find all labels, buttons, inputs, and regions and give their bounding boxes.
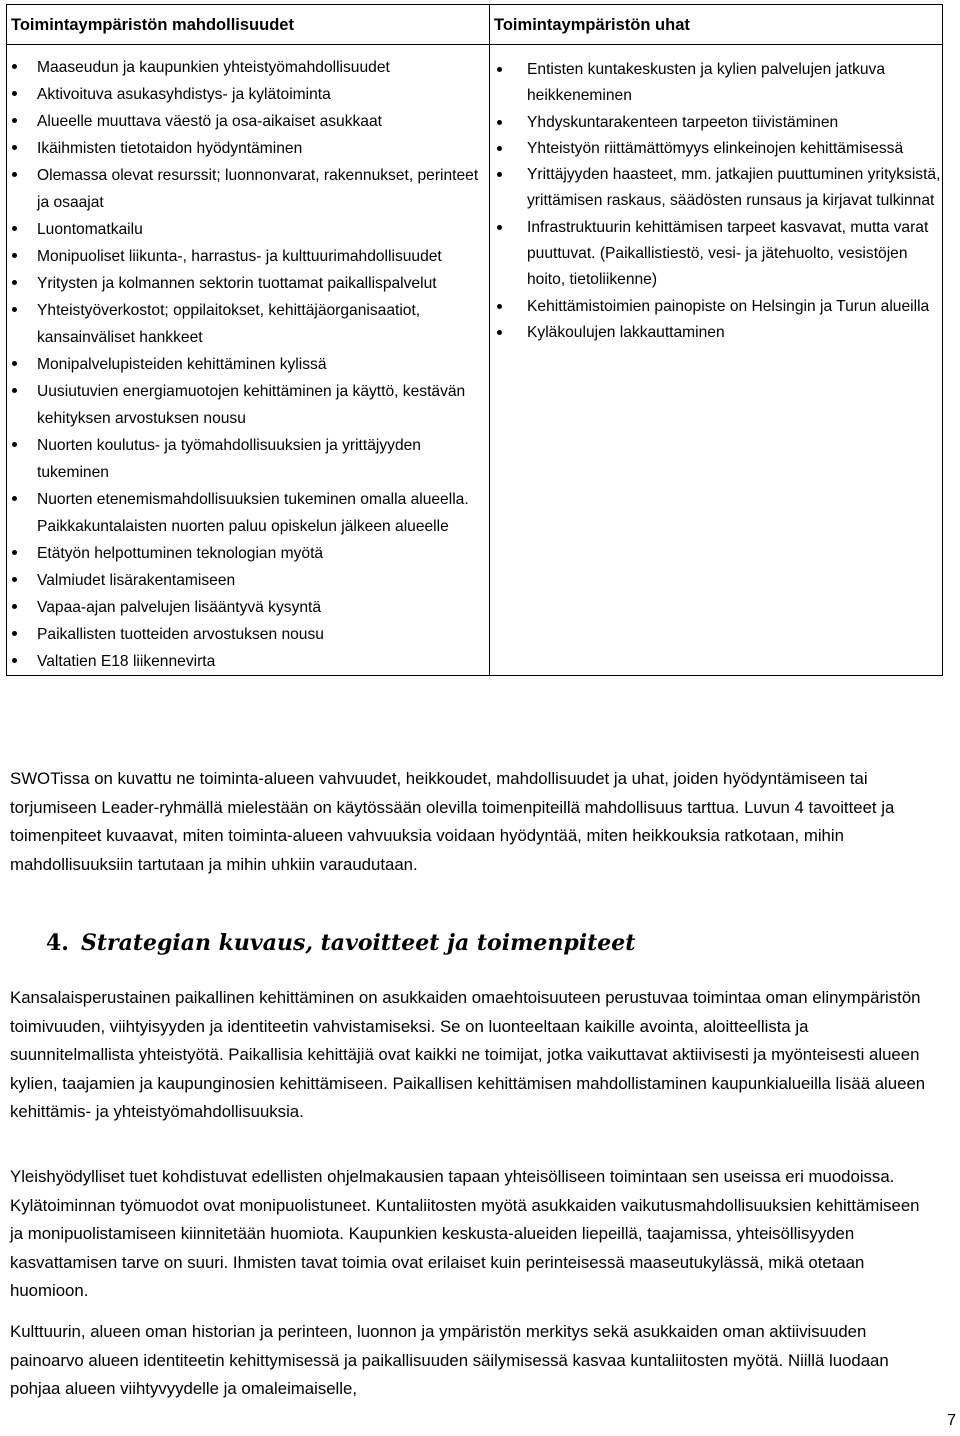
threats-list — [490, 45, 942, 346]
list-item: Etätyön helpottuminen teknologian myötä — [37, 540, 489, 567]
list-item: Yhteistyön riittämättömyys elinkeinojen kehittämisessä — [527, 136, 942, 162]
opportunities-cell — [7, 45, 490, 676]
list-item: Monipalvelupisteiden kehittäminen kylissä — [37, 351, 489, 378]
opportunities-header: Toimintaympäristön mahdollisuudet — [7, 5, 490, 45]
list-item: Yritysten ja kolmannen sektorin tuottamat paikallispalvelut — [37, 270, 489, 297]
section-title: Strategian kuvaus, tavoitteet ja toimenpiteet — [80, 930, 636, 956]
body-paragraph: Yleishyödylliset tuet kohdistuvat edellisten ohjelmakausien tapaan yhteisölliseen toimintaan sen useissa eri muodoissa. Kylätoiminnan työmuodot ovat monipuolistuneet. Kuntaliitosten myötä asukkaiden vaikutusmahdollisuuksien kehittämiseen ja monipuolistamiseen kiinnitetään huomiota. Kaupunkien keskusta-alueiden liepeillä, taajamissa, yhteisöllisyyden kasvattamisen tarve on suuri. Ihmisten tavat toimia ovat erilaiset kuin perinteisessä maaseutukylässä, mikä otetaan huomioon. — [10, 1167, 920, 1301]
list-item: Infrastruktuurin kehittämisen tarpeet kasvavat, mutta varat puuttuvat. (Paikallistiestö, vesi- ja jätehuolto, vesistöjen hoito, tietoliikenne) — [527, 215, 942, 294]
threats-cell — [490, 45, 943, 676]
list-item: Vapaa-ajan palvelujen lisääntyvä kysyntä — [37, 594, 489, 621]
list-item: Kehittämistoimien painopiste on Helsingin ja Turun alueilla — [527, 294, 942, 320]
body-paragraph: Kansalaisperustainen paikallinen kehittäminen on asukkaiden omaehtoisuuteen perustuvaa toimintaa oman elinympäristön toimivuuden, viihtyisyyden ja identiteetin vahvistamiseksi. Se on luonteeltaan kaikille avointa, aloitteellista ja suunnitelmallista yhteistyötä. Paikallisia kehittäjiä ovat kaikki ne toimijat, jotka vaikuttavat aktiivisesti ja myönteisesti alueen kylien, taajamien ja kaupunginosien kehittämiseen. Paikallisen kehittämisen mahdollistaminen kaupunkialueilla lisää alueen kehittämis- ja yhteistyömahdollisuuksia. — [10, 988, 926, 1122]
opportunities-list — [7, 45, 489, 675]
section-number: 4. — [46, 930, 69, 956]
swot-paragraph: SWOTissa on kuvattu ne toiminta-alueen vahvuudet, heikkoudet, mahdollisuudet ja uhat, joiden hyödyntämiseen tai torjumiseen Leader-ryhmällä mielestään on käytössään olevilla toimenpiteillä mahdollisuus tarttua. Luvun 4 tavoitteet ja toimenpiteet kuvaavat, miten toiminta-alueen vahvuuksia voidaan hyödyntää, miten heikkouksia ratkotaan, mihin mahdollisuuksiin tartutaan ja mihin uhkiin varaudutaan. — [10, 769, 895, 874]
list-item: Uusiutuvien energiamuotojen kehittäminen ja käyttö, kestävän kehityksen arvostuksen nousu — [37, 378, 489, 432]
list-item: Kyläkoulujen lakkauttaminen — [527, 320, 942, 346]
list-item: Yrittäjyyden haasteet, mm. jatkajien puuttuminen yrityksistä, yrittämisen raskaus, säädösten runsaus ja kirjavat tulkinnat — [527, 162, 942, 215]
list-item: Entisten kuntakeskusten ja kylien palvelujen jatkuva heikkeneminen — [527, 57, 942, 110]
list-item: Alueelle muuttava väestö ja osa-aikaiset asukkaat — [37, 108, 489, 135]
list-item: Yhdyskuntarakenteen tarpeeton tiivistäminen — [527, 110, 942, 136]
list-item: Monipuoliset liikunta-, harrastus- ja kulttuurimahdollisuudet — [37, 243, 489, 270]
list-item: Nuorten koulutus- ja työmahdollisuuksien ja yrittäjyyden tukeminen — [37, 432, 489, 486]
swot-table — [6, 4, 943, 676]
body-paragraph: Kulttuurin, alueen oman historian ja perinteen, luonnon ja ympäristön merkitys sekä asukkaiden oman aktiivisuuden painoarvo alueen identiteetin kehittymisessä ja paikallisuuden säilymisessä kasvaa kuntaliitosten myötä. Niillä luodaan pohjaa alueen viihtyvyydelle ja omaleimaiselle, — [10, 1322, 889, 1399]
list-item: Aktivoituva asukasyhdistys- ja kylätoiminta — [37, 81, 489, 108]
section-heading — [46, 930, 635, 956]
list-item: Olemassa olevat resurssit; luonnonvarat, rakennukset, perinteet ja osaajat — [37, 162, 489, 216]
list-item: Valmiudet lisärakentamiseen — [37, 567, 489, 594]
threats-header: Toimintaympäristön uhat — [490, 5, 943, 45]
list-item: Nuorten etenemismahdollisuuksien tukeminen omalla alueella. Paikkakuntalaisten nuorten paluu opiskelun jälkeen alueelle — [37, 486, 489, 540]
page-number: 7 — [947, 1412, 956, 1429]
list-item: Ikäihmisten tietotaidon hyödyntäminen — [37, 135, 489, 162]
list-item: Paikallisten tuotteiden arvostuksen nousu — [37, 621, 489, 648]
list-item: Luontomatkailu — [37, 216, 489, 243]
list-item: Yhteistyöverkostot; oppilaitokset, kehittäjäorganisaatiot, kansainväliset hankkeet — [37, 297, 489, 351]
list-item: Valtatien E18 liikennevirta — [37, 648, 489, 675]
list-item: Maaseudun ja kaupunkien yhteistyömahdollisuudet — [37, 54, 489, 81]
